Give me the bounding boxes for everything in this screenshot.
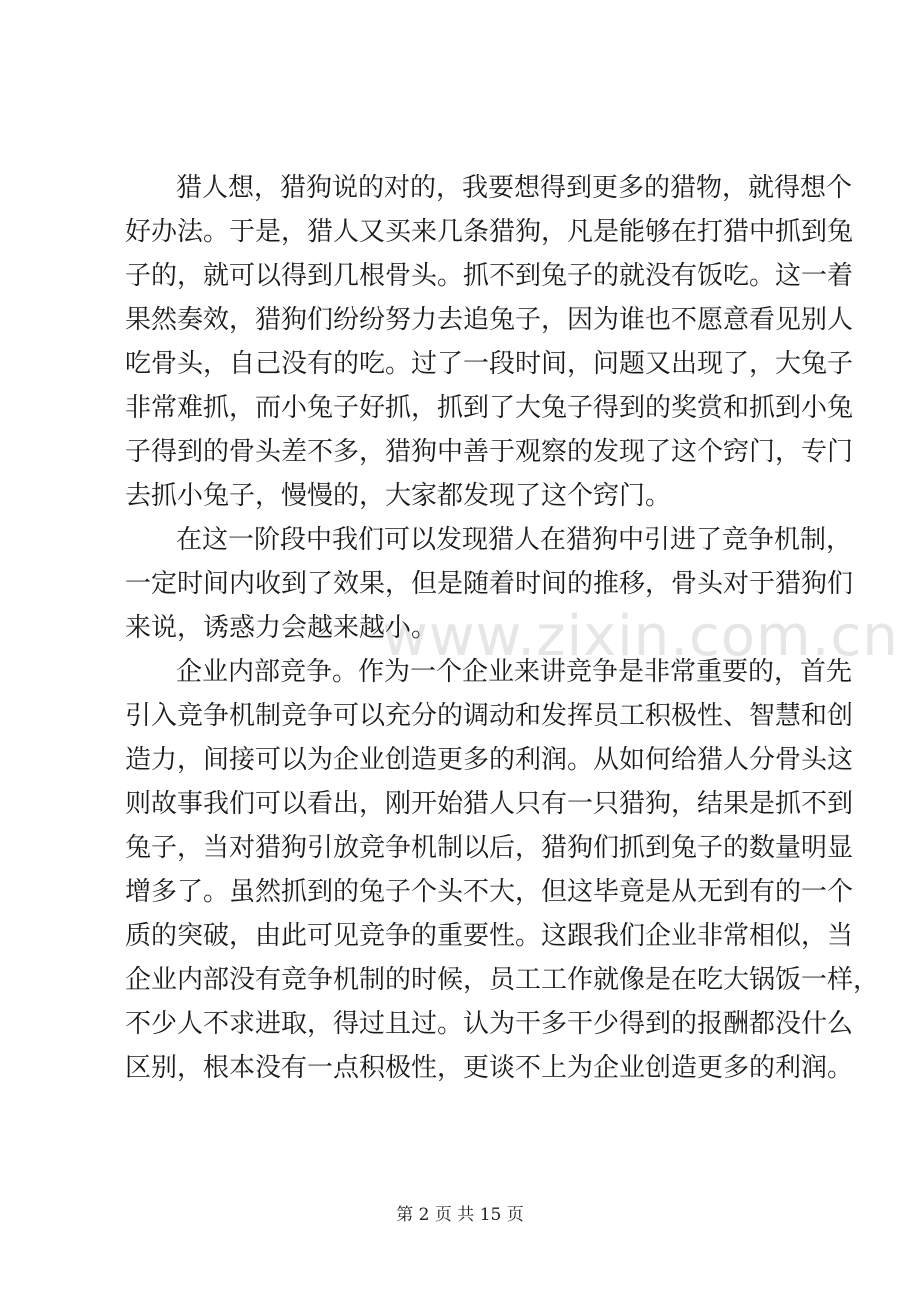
text-line: 非常难抓，而小兔子好抓，抓到了大兔子得到的奖赏和抓到小兔 <box>125 393 854 423</box>
page-number-footer: 第 2 页 共 15 页 <box>396 1205 524 1225</box>
text-line: 果然奏效，猎狗们纷纷努力去追兔子，因为谁也不愿意看见别人 <box>125 305 854 335</box>
text-line: 一定时间内收到了效果，但是随着时间的推移，骨头对于猎狗们 <box>125 569 854 599</box>
text-line: 企业内部竞争。作为一个企业来讲竞争是非常重要的，首先 <box>176 657 853 687</box>
text-line: 在这一阶段中我们可以发现猎人在猎狗中引进了竞争机制， <box>176 525 853 555</box>
text-line: 猎人想，猎狗说的对的，我要想得到更多的猎物，就得想个 <box>176 173 853 203</box>
text-line: 企业内部没有竞争机制的时候，员工工作就像是在吃大锅饭一样， <box>125 965 880 995</box>
text-line: 不少人不求进取，得过且过。认为干多干少得到的报酬都没什么 <box>125 1009 854 1039</box>
text-line: 区别，根本没有一点积极性，更谈不上为企业创造更多的利润。 <box>125 1053 854 1083</box>
watermark: www.zixin.com.cn <box>382 604 899 669</box>
text-line: 子的，就可以得到几根骨头。抓不到兔子的就没有饭吃。这一着 <box>125 261 854 291</box>
text-line: 兔子，当对猎狗引放竞争机制以后，猎狗们抓到兔子的数量明显 <box>125 833 854 863</box>
text-line: 则故事我们可以看出，刚开始猎人只有一只猎狗，结果是抓不到 <box>125 789 854 819</box>
text-line: 来说，诱惑力会越来越小。 <box>125 613 438 643</box>
text-line: 质的突破，由此可见竞争的重要性。这跟我们企业非常相似，当 <box>125 921 854 951</box>
text-line: 引入竞争机制竞争可以充分的调动和发挥员工积极性、智慧和创 <box>125 701 854 731</box>
text-line: 造力，间接可以为企业创造更多的利润。从如何给猎人分骨头这 <box>125 745 854 775</box>
text-line: 吃骨头，自己没有的吃。过了一段时间，问题又出现了，大兔子 <box>125 349 854 379</box>
text-line: 去抓小兔子，慢慢的，大家都发现了这个窍门。 <box>125 481 672 511</box>
text-line: 增多了。虽然抓到的兔子个头不大，但这毕竟是从无到有的一个 <box>125 877 854 907</box>
text-line: 好办法。于是，猎人又买来几条猎狗，凡是能够在打猎中抓到兔 <box>125 217 854 247</box>
text-line: 子得到的骨头差不多，猎狗中善于观察的发现了这个窍门，专门 <box>125 437 854 467</box>
